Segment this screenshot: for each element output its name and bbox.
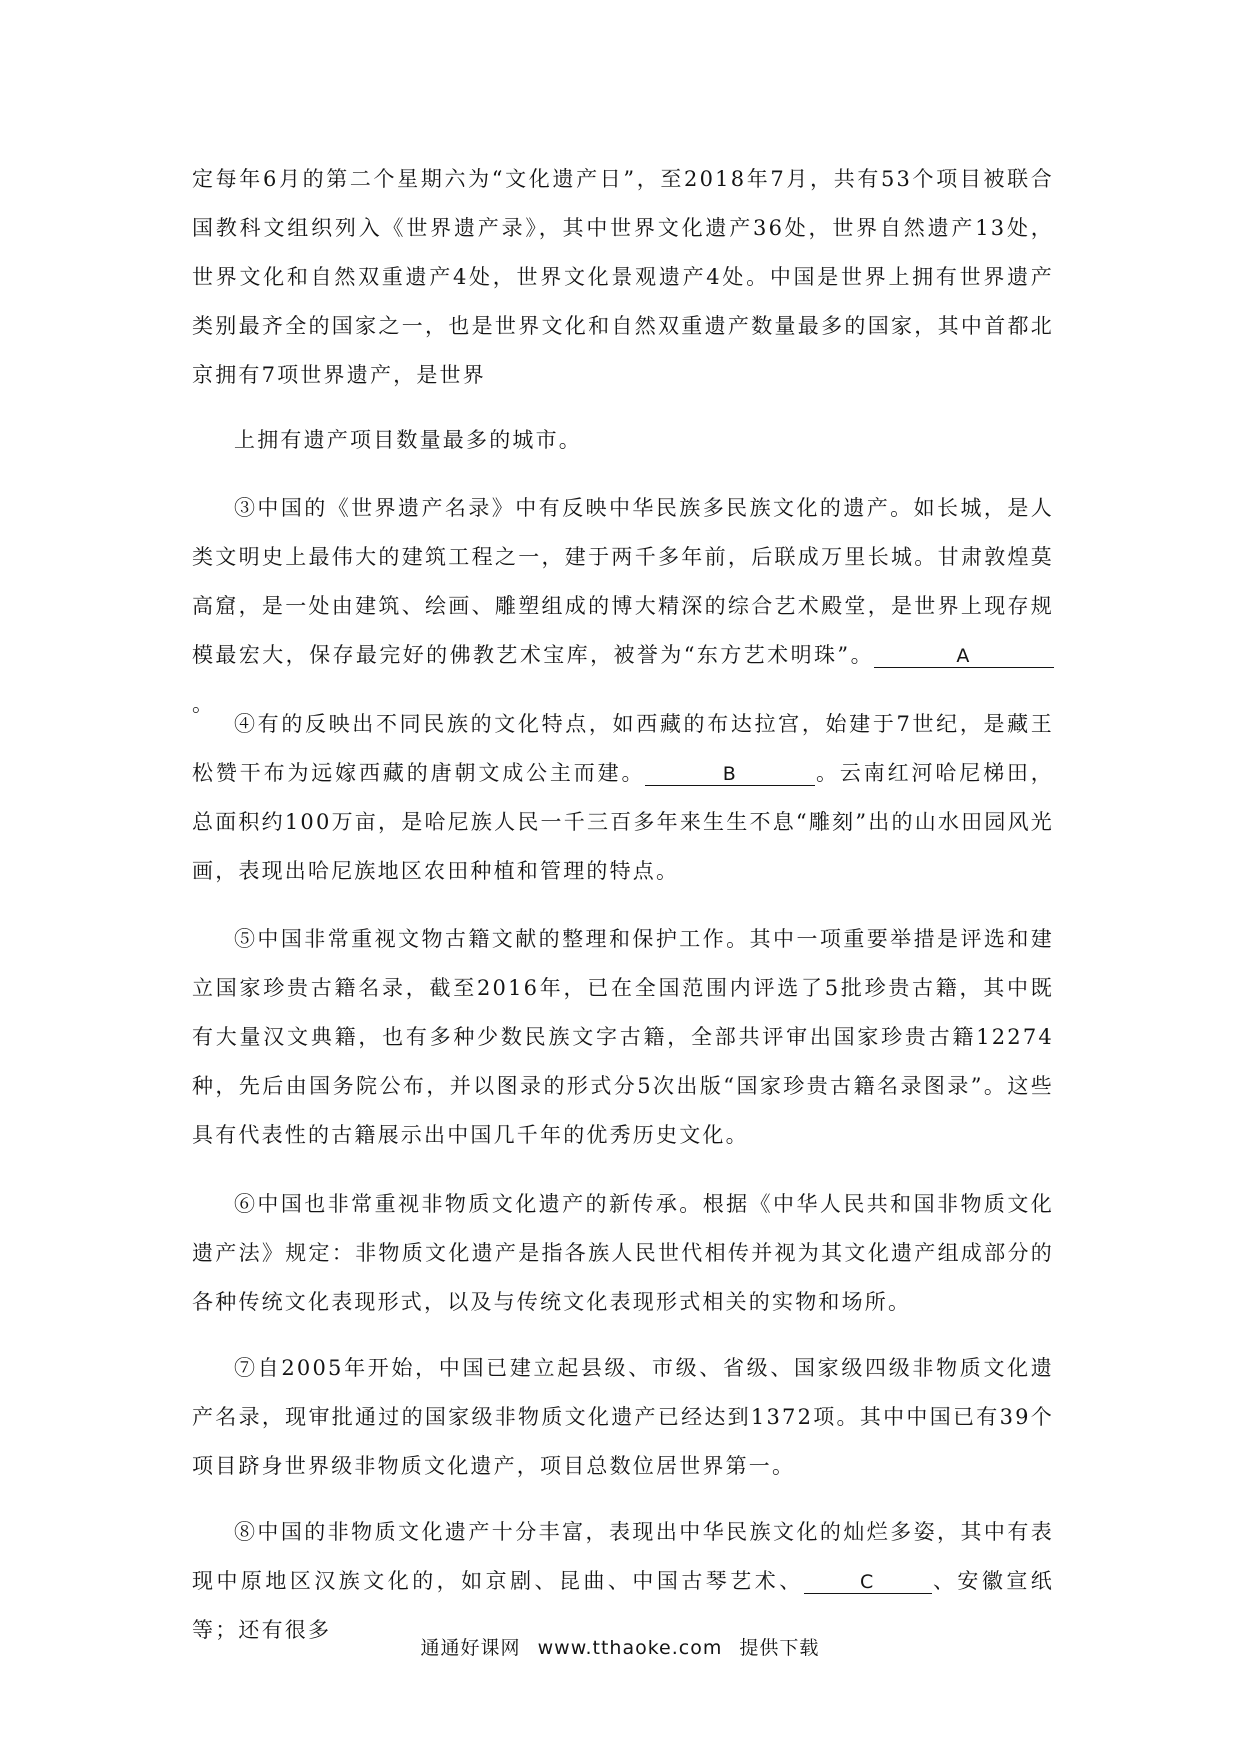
paragraph-7-text: ⑦自2005年开始，中国已建立起县级、市级、省级、国家级四级非物质文化遗产名录，现审批通过的国家级非物质文化遗产已经达到1372项。其中中国已有39个项目跻身世界级非物质文化遗产，项目总数位居世界第一。 <box>192 1356 1054 1478</box>
paragraph-2-text: 上拥有遗产项目数量最多的城市。 <box>234 428 582 452</box>
footer-url-link[interactable]: www.tthaoke.com <box>537 1637 723 1659</box>
paragraph-7 <box>192 1344 1054 1491</box>
blank-b: B <box>645 763 815 786</box>
blank-a: A <box>874 645 1054 668</box>
paragraph-3-text: ③中国的《世界遗产名录》中有反映中华民族多民族文化的遗产。如长城，是人类文明史上最伟大的建筑工程之一，建于两千多年前，后联成万里长城。甘肃敦煌莫高窟，是一处由建筑、绘画、雕塑组成的博大精深的综合艺术殿堂，是世界上现存规模最宏大，保存最完好的佛教艺术宝库，被誉为“东方艺术明珠”。 <box>192 496 1054 667</box>
paragraph-8-end: 、安徽宣纸等；还有很多 <box>192 1569 1055 1642</box>
paragraph-6-text: ⑥中国也非常重视非物质文化遗产的新传承。根据《中华人民共和国非物质文化遗产法》规定：非物质文化遗产是指各族人民世代相传并视为其文化遗产组成部分的各种传统文化表现形式，以及与传统文化表现形式相关的实物和场所。 <box>192 1192 1054 1314</box>
footer-suffix: 提供下载 <box>739 1637 820 1659</box>
paragraph-8-text: ⑧中国的非物质文化遗产十分丰富，表现出中华民族文化的灿烂多姿，其中有表现中原地区汉族文化的，如京剧、昆曲、中国古琴艺术、 <box>192 1520 1054 1593</box>
paragraph-4-text: ④有的反映出不同民族的文化特点，如西藏的布达拉宫，始建于7世纪，是藏王松赞干布为远嫁西藏的唐朝文成公主而建。 <box>192 712 1054 785</box>
paragraph-5-text: ⑤中国非常重视文物古籍文献的整理和保护工作。其中一项重要举措是评选和建立国家珍贵古籍名录，截至2016年，已在全国范围内评选了5批珍贵古籍，其中既有大量汉文典籍，也有多种少数民族文字古籍，全部共评审出国家珍贵古籍12274种，先后由国务院公布，并以图录的形式分5次出版“国家珍贵古籍名录图录”。这些具有代表性的古籍展示出中国几千年的优秀历史文化。 <box>192 927 1054 1147</box>
page-footer <box>0 1633 1240 1660</box>
paragraph-6 <box>192 1180 1054 1327</box>
footer-site-name: 通通好课网 <box>420 1637 521 1659</box>
paragraph-3 <box>192 484 1054 729</box>
paragraph-4 <box>192 700 1054 896</box>
blank-c: C <box>804 1571 932 1594</box>
paragraph-5 <box>192 915 1054 1160</box>
paragraph-3-end: 。 <box>192 692 216 716</box>
paragraph-2 <box>192 416 1054 465</box>
paragraph-1-text: 定每年6月的第二个星期六为“文化遗产日”，至2018年7月，共有53个项目被联合国教科文组织列入《世界遗产录》，其中世界文化遗产36处，世界自然遗产13处，世界文化和自然双重遗产4处，世界文化景观遗产4处。中国是世界上拥有世界遗产类别最齐全的国家之一，也是世界文化和自然双重遗产数量最多的国家，其中首都北京拥有7项世界遗产，是世界 <box>192 167 1054 387</box>
paragraph-1 <box>192 155 1054 400</box>
paragraph-4-end: 。云南红河哈尼梯田，总面积约100万亩，是哈尼族人民一千三百多年来生生不息“雕刻”出的山水田园风光画，表现出哈尼族地区农田种植和管理的特点。 <box>192 761 1054 883</box>
